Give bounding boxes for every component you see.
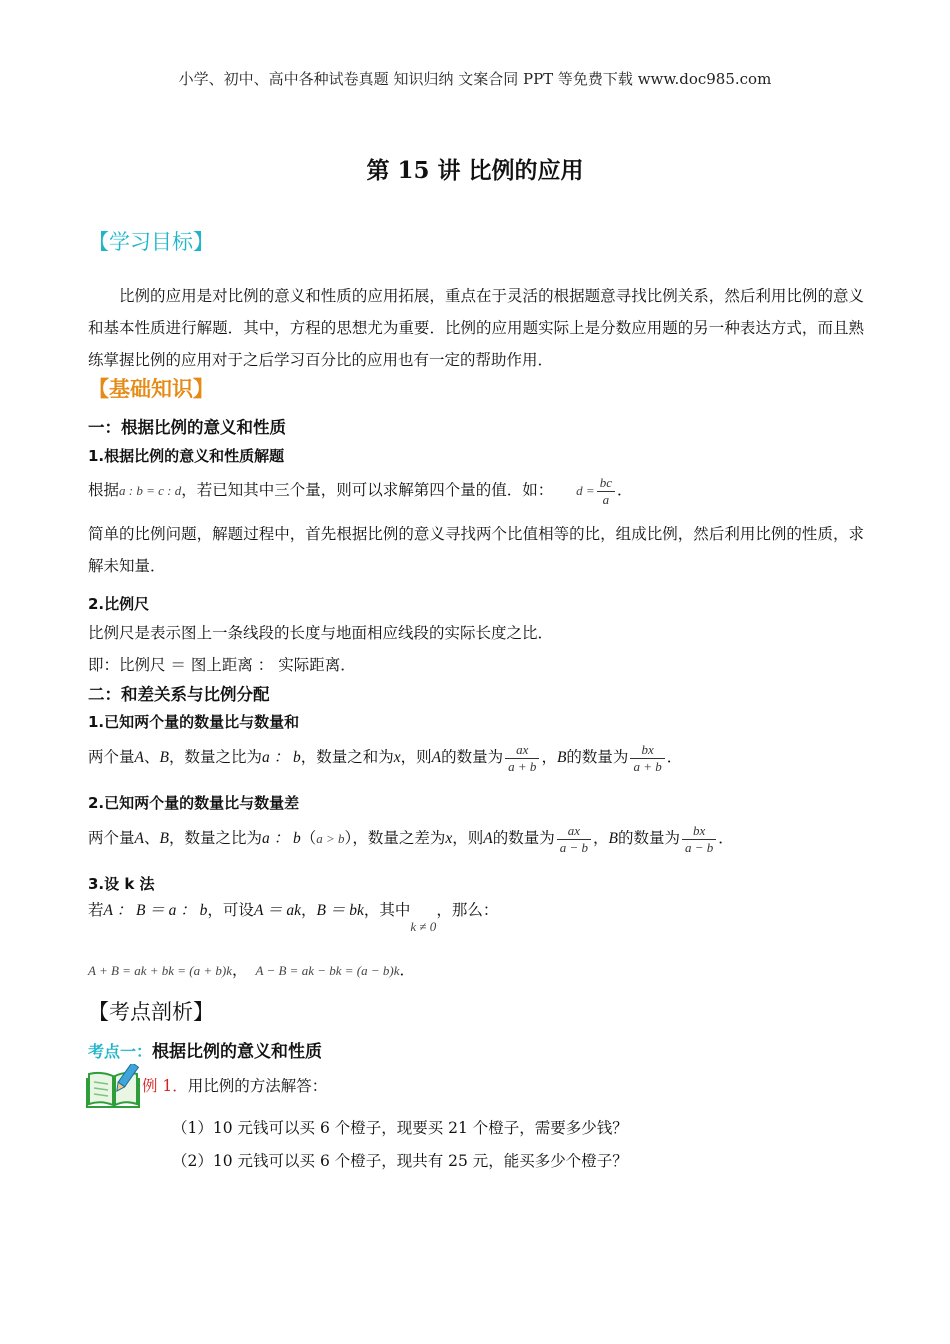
var-x: x	[445, 830, 453, 847]
text: ，数量之和为	[300, 748, 394, 766]
var-x: x	[393, 749, 401, 766]
example-label: 例 1．	[142, 1077, 188, 1095]
text: 的数量为	[492, 829, 555, 847]
sum-ratio-line	[88, 736, 682, 779]
book-icon-svg	[86, 1064, 142, 1108]
ratio-ab: a ： b	[261, 749, 301, 766]
key-point-label: 考点一：	[88, 1042, 153, 1061]
fraction-bc-over-a	[597, 475, 615, 508]
question-1: （1）10 元钱可以买 6 个橙子，现要买 21 个橙子，需要多少钱？	[172, 1119, 628, 1137]
diff-ratio-line: 两个量A、B，数量之比为a ： b（a > b），数量之差为x，则A的数量为 $\frac{ax}{a - b}$ ，B的数量为 $\frac{bx}{a - b}$ ．	[88, 822, 734, 855]
key-point-1	[88, 1037, 322, 1062]
text: ，则	[452, 829, 484, 847]
question-2: （2）10 元钱可以买 6 个橙子，现共有 25 元，能买多少个橙子？	[172, 1152, 628, 1170]
text: ，则	[400, 748, 432, 766]
k-method-line: 若A ： B ＝ a ： b，可设A ＝ ak，B ＝ bk，其中$_{k \ne 0}$，那么：	[88, 901, 499, 934]
denominator: a + b	[508, 758, 537, 774]
denominator: a − b	[685, 839, 714, 855]
part2-sub1: 1.已知两个量的数量比与数量和	[88, 713, 300, 731]
simple-ratio-paragraph	[88, 518, 864, 582]
simple-ratio-text: 简单的比例问题，解题过程中，首先根据比例的意义寻找两个比值相等的比，组成比例，然后利用比例的性质，求解未知量．	[88, 525, 864, 575]
key-point-title: 根据比例的意义和性质	[152, 1042, 323, 1062]
text: ，数量之差为	[352, 829, 446, 847]
fraction-ax-over-sum	[505, 742, 539, 775]
section-analysis: 【考点剖析】	[88, 1000, 214, 1024]
condition-a-gt-b: a > b	[316, 831, 345, 846]
text: ．	[616, 481, 633, 499]
part1-sub2: 2.比例尺	[88, 595, 150, 613]
text: ．	[399, 961, 415, 979]
section-goals: 【学习目标】	[88, 230, 214, 254]
text: 若	[88, 901, 104, 919]
text: ，数量之比为	[168, 829, 262, 847]
text: 两个量	[88, 748, 135, 766]
formula-d: d =	[576, 483, 595, 498]
page-title: 第 15 讲 比例的应用	[366, 157, 584, 184]
ratio-rule-line	[88, 470, 633, 511]
fraction-bx-over-sum	[630, 742, 664, 775]
formula-abcd: a : b = c : d	[119, 483, 182, 498]
k-formulas-line	[88, 958, 415, 980]
text: ，	[541, 748, 557, 766]
text: 、	[143, 748, 160, 766]
text: ，那么：	[436, 901, 499, 919]
example-1	[142, 1074, 327, 1096]
text: ，其中	[363, 901, 411, 919]
text: 的数量为	[617, 829, 680, 847]
part1-sub1: 1.根据比例的意义和性质解题	[88, 447, 285, 465]
numerator: ax	[505, 742, 539, 759]
eq-B: B ＝ bk	[316, 902, 364, 919]
var-A: A	[483, 830, 493, 847]
fraction-bx-over-diff	[682, 823, 716, 856]
var-B: B	[608, 830, 618, 847]
ratio-ab: a ： b	[261, 830, 301, 847]
numerator: bx	[682, 823, 716, 840]
eq-A: A ＝ ak	[253, 902, 302, 919]
text: 两个量	[88, 829, 135, 847]
eq-ratio: A ： B ＝ a ： b	[103, 902, 208, 919]
text: ，数量之比为	[168, 748, 262, 766]
var-B: B	[159, 749, 169, 766]
numerator: ax	[557, 823, 591, 840]
scale-definition: 比例尺是表示图上一条线段的长度与地面相应线段的实际长度之比．	[88, 624, 554, 642]
text: 的数量为	[566, 748, 629, 766]
part1-heading: 一：根据比例的意义和性质	[88, 418, 286, 437]
example-text: 用比例的方法解答：	[187, 1077, 328, 1095]
condition-k-nonzero: k ≠ 0	[410, 919, 437, 934]
denominator: a − b	[559, 839, 588, 855]
numerator: bc	[597, 475, 615, 492]
open-book-pencil-icon	[86, 1064, 142, 1108]
text: 根据	[88, 481, 120, 499]
text: ，	[593, 829, 609, 847]
text: ，若已知其中三个量，则可以求解第四个量的值．如：	[181, 481, 554, 499]
var-A: A	[431, 749, 442, 766]
goals-text: 比例的应用是对比例的意义和性质的应用拓展，重点在于灵活的根据题意寻找比例关系，然后利用比例的意义和基本性质进行解题．其中，方程的思想尤为重要．比例的应用题实际上是分数应用题的另一种表达方式，而且熟练掌握比例的应用对于之后学习百分比的应用也有一定的帮助作用．	[88, 287, 864, 369]
goals-paragraph	[88, 280, 864, 376]
text: 、	[143, 829, 160, 847]
section-basics: 【基础知识】	[88, 376, 214, 401]
text: ，可设	[207, 901, 254, 919]
text: ，	[231, 961, 248, 979]
var-A: A	[134, 830, 144, 847]
denominator: a	[602, 491, 610, 507]
part2-sub3: 3.设 k 法	[88, 875, 155, 893]
scale-equation: 即：比例尺 ＝ 图上距离 ： 实际距离．	[88, 656, 356, 674]
denominator: a + b	[633, 758, 662, 774]
text: ．	[718, 829, 734, 847]
text: ．	[666, 748, 683, 766]
var-B: B	[556, 749, 567, 766]
var-A: A	[134, 749, 144, 766]
text: 的数量为	[441, 748, 504, 766]
part2-sub2: 2.已知两个量的数量比与数量差	[88, 794, 300, 812]
numerator: bx	[630, 742, 664, 759]
formula-diff-k: A − B = ak − bk = (a − b)k	[255, 963, 400, 978]
part2-heading: 二：和差关系与比例分配	[88, 685, 270, 704]
var-B: B	[159, 830, 169, 847]
page-header: 小学、初中、高中各种试卷真题 知识归纳 文案合同 PPT 等免费下载 www.doc985.com	[178, 70, 772, 88]
fraction-ax-over-diff	[557, 823, 591, 856]
formula-sum-k: A + B = ak + bk = (a + b)k	[88, 963, 232, 978]
